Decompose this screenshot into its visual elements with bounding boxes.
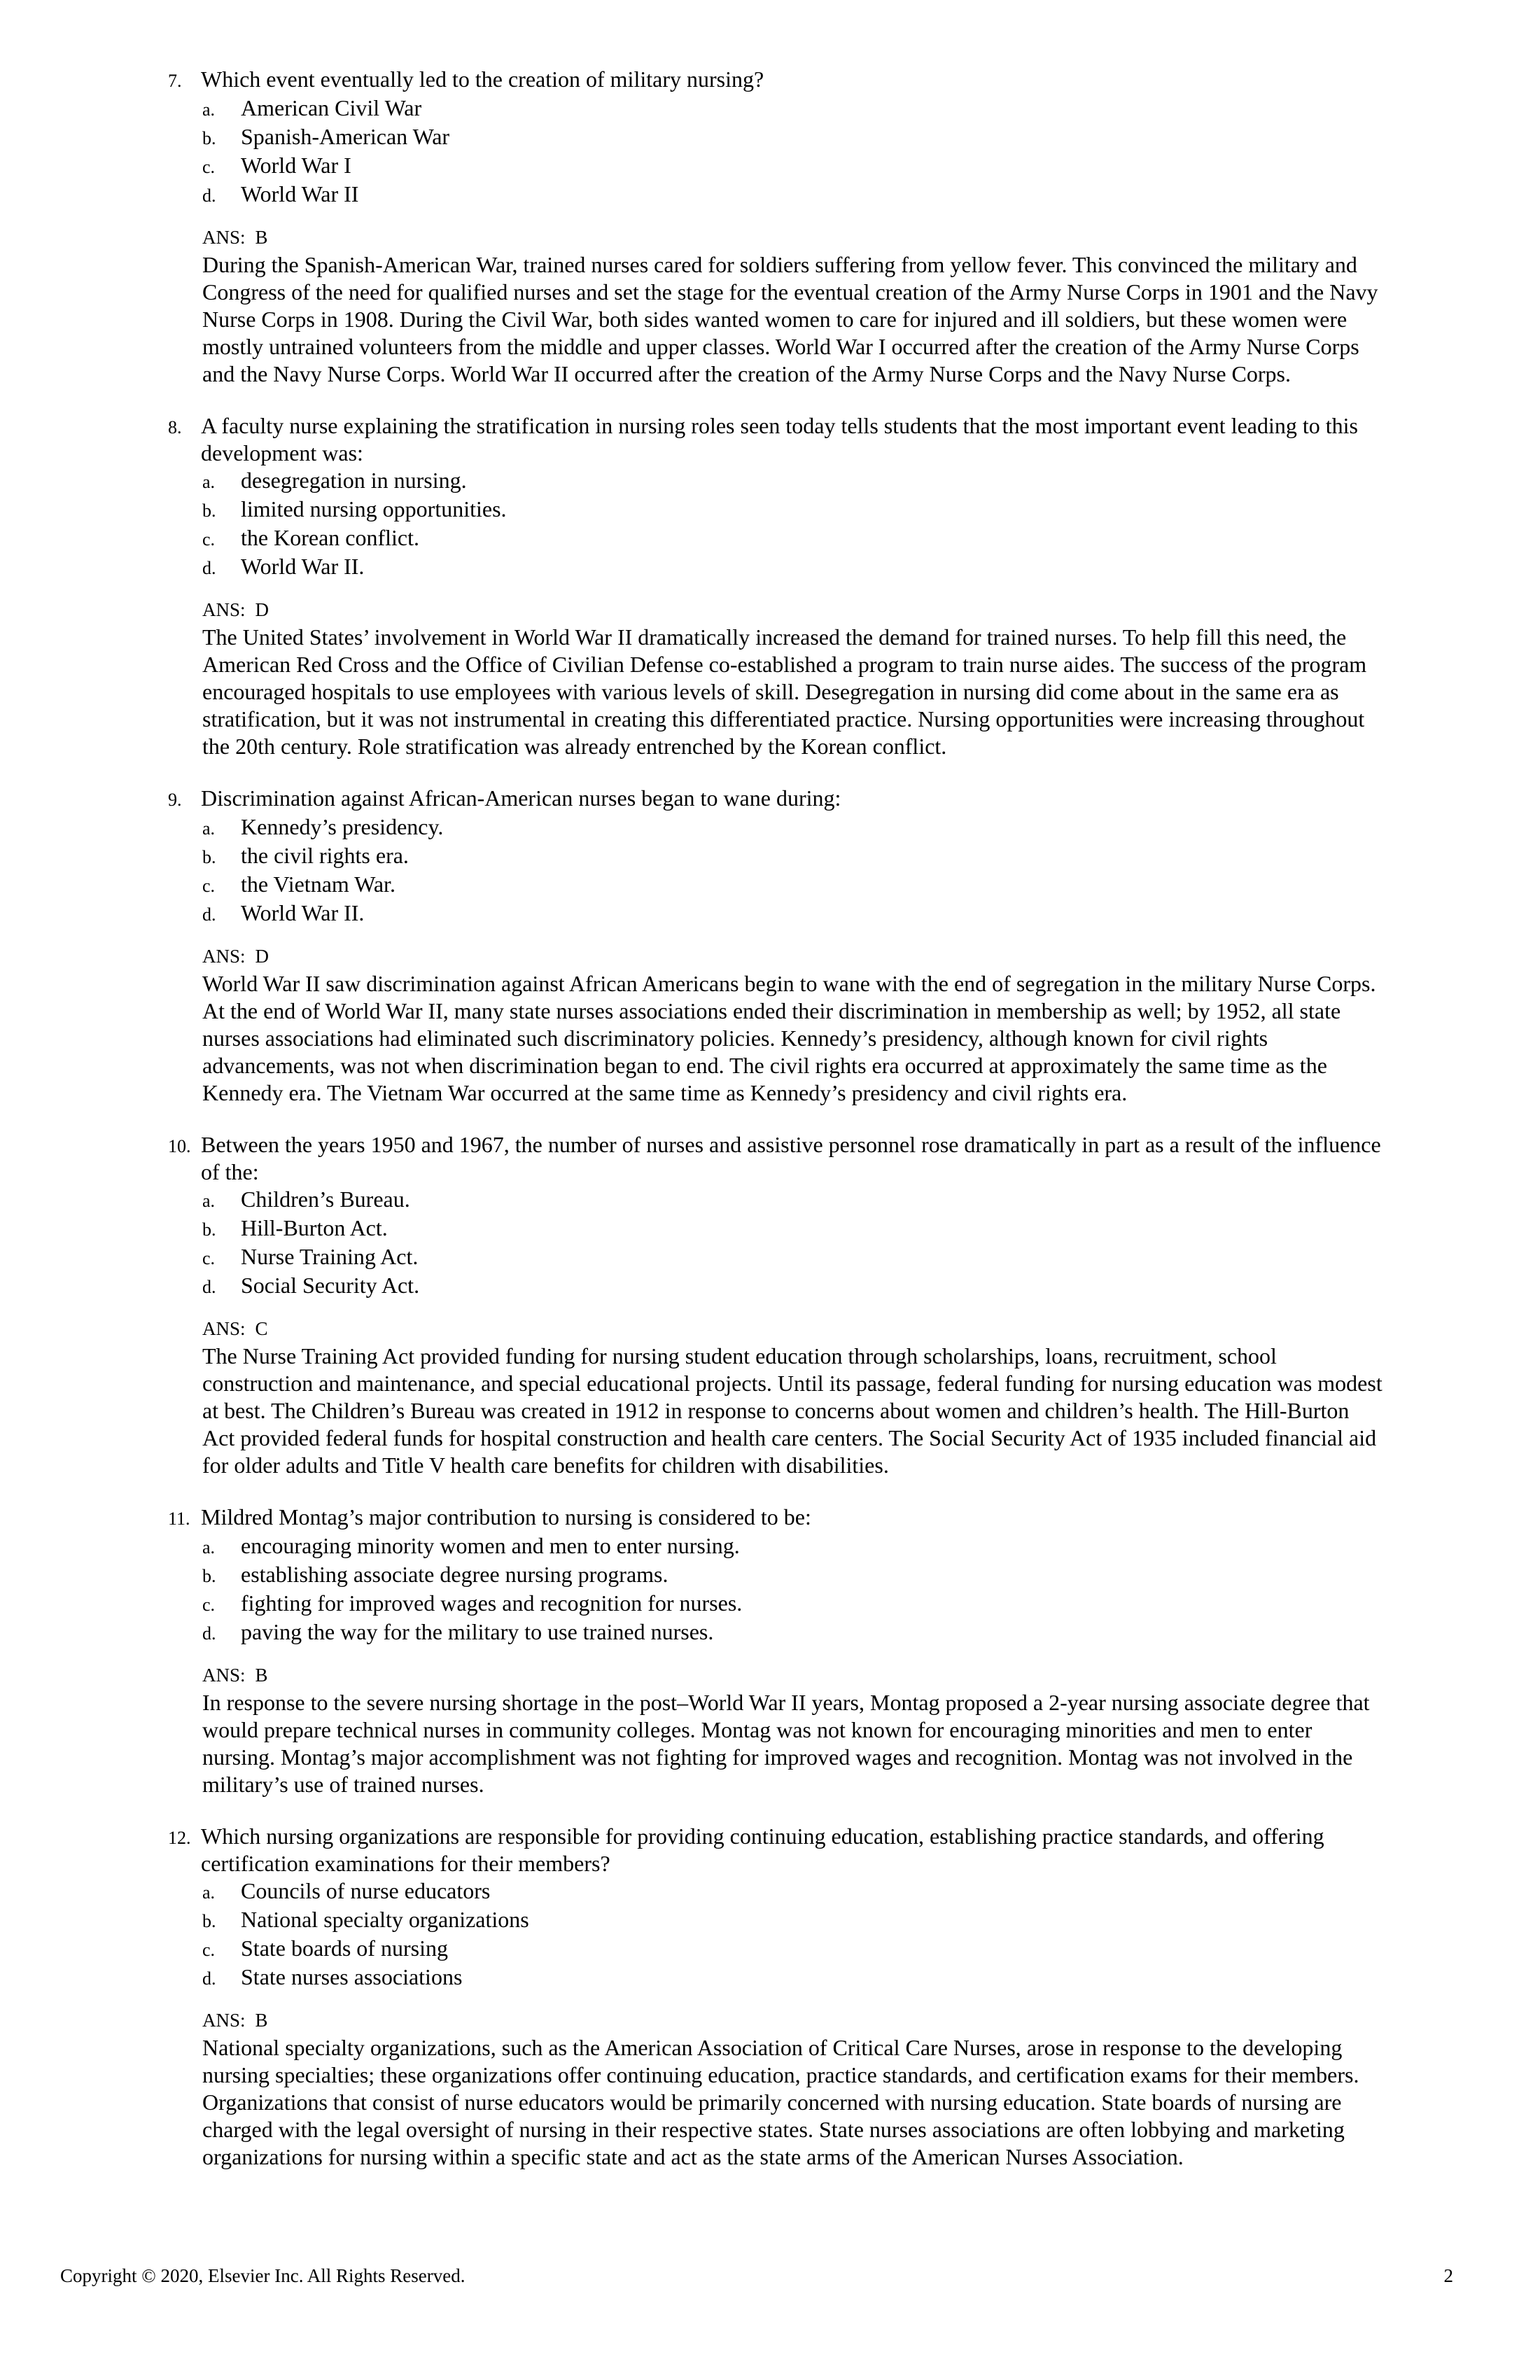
rationale-line: construction and maintenance, and special educational projects. Until its passage, federal funding for nursing education was modest: [202, 1371, 1382, 1396]
option-letter: d.: [202, 1277, 216, 1297]
question-number: 10.: [168, 1136, 191, 1156]
rationale-line: Kennedy era. The Vietnam War occurred at the same time as Kennedy’s presidency and civil rights era.: [202, 1080, 1128, 1105]
option-letter: a.: [202, 99, 216, 120]
rationale-line: Act provided federal funds for hospital construction and health care centers. The Social Security Act of 1935 included financial aid: [202, 1425, 1377, 1450]
question-stem: [201, 412, 1358, 467]
question-stem: [201, 1131, 1381, 1186]
rationale-line: World War II saw discrimination against African Americans begin to wane with the end of segregation in the military Nurse Corps.: [202, 971, 1376, 996]
option-letter: a.: [202, 472, 216, 492]
rationale-line: and the Navy Nurse Corps. World War II occurred after the creation of the Army Nurse Corps and the Navy Nurse Corps.: [202, 361, 1291, 386]
rationale-line: American Red Cross and the Office of Civilian Defense co-established a program to train nurse aides. The success of the program: [202, 652, 1367, 677]
question-number: 8.: [168, 417, 182, 438]
answer-option: [202, 152, 1442, 181]
option-text: World War II.: [241, 900, 365, 925]
rationale-line: nurses associations had eliminated such discriminatory policies. Kennedy’s presidency, although known for civil rights: [202, 1026, 1268, 1051]
question-stem-row: [168, 785, 1442, 813]
option-letter: d.: [202, 1968, 216, 1989]
option-text: desegregation in nursing.: [241, 468, 467, 493]
option-letter: c.: [202, 1940, 216, 1960]
rationale-line: military’s use of trained nurses.: [202, 1772, 484, 1797]
question-item: [168, 412, 1442, 760]
option-letter: d.: [202, 1623, 216, 1644]
answer-label: ANS:: [202, 2010, 246, 2031]
answer-block: [202, 2007, 1442, 2171]
option-text: Spanish-American War: [241, 124, 450, 149]
question-stem-row: [168, 1504, 1442, 1532]
rationale-line: At the end of World War II, many state nurses associations ended their discrimination in membership as well; by 1952, all state: [202, 998, 1341, 1023]
answer-key-line: [202, 2007, 1442, 2034]
rationale-line: for older adults and Title V health care benefits for children with disabilities.: [202, 1452, 889, 1478]
rationale-line: Organizations that consist of nurse educators would be primarily concerned with nursing education. State boards of nursing are: [202, 2090, 1342, 2115]
answer-key: D: [255, 599, 270, 620]
question-stem-row: [168, 1823, 1442, 1877]
option-text: Children’s Bureau.: [241, 1186, 410, 1212]
option-letter: b.: [202, 500, 216, 521]
answer-block: [202, 596, 1442, 760]
answer-options: [202, 1877, 1442, 1992]
option-text: the Vietnam War.: [241, 872, 396, 897]
question-number: 9.: [168, 790, 182, 810]
option-letter: d.: [202, 186, 216, 206]
answer-option: [202, 496, 1442, 524]
answer-key: B: [255, 1665, 268, 1686]
answer-rationale: [202, 2034, 1442, 2171]
rationale-line: Congress of the need for qualified nurses and set the stage for the eventual creation of the Army Nurse Corps in 1901 and the Navy: [202, 279, 1378, 304]
answer-key: B: [255, 2010, 268, 2031]
answer-key-line: [202, 1662, 1442, 1689]
question-stem-row: [168, 1131, 1442, 1186]
question-stem-row: [168, 66, 1442, 94]
answer-option: [202, 1532, 1442, 1561]
option-letter: c.: [202, 529, 216, 550]
option-letter: d.: [202, 558, 216, 578]
option-text: State boards of nursing: [241, 1935, 448, 1961]
option-letter: b.: [202, 128, 216, 148]
option-text: paving the way for the military to use trained nurses.: [241, 1619, 714, 1644]
answer-options: [202, 1186, 1442, 1301]
answer-label: ANS:: [202, 946, 246, 967]
answer-key-line: [202, 943, 1442, 970]
answer-option: [202, 1590, 1442, 1618]
answer-key-line: [202, 596, 1442, 624]
option-letter: d.: [202, 904, 216, 925]
option-letter: a.: [202, 1882, 216, 1903]
option-letter: c.: [202, 1595, 216, 1615]
question-item: [168, 1131, 1442, 1479]
rationale-line: mostly untrained volunteers from the middle and upper classes. World War I occurred after the creation of the Army Nurse Corps: [202, 334, 1359, 359]
answer-option: [202, 1935, 1442, 1963]
answer-option: [202, 181, 1442, 209]
option-text: State nurses associations: [241, 1964, 463, 1989]
page-footer: [60, 2262, 1453, 2290]
page-number: 2: [1443, 2265, 1453, 2286]
answer-options: [202, 467, 1442, 582]
option-text: fighting for improved wages and recognition for nurses.: [241, 1590, 743, 1616]
question-list: [168, 66, 1442, 2195]
option-letter: b.: [202, 847, 216, 867]
answer-label: ANS:: [202, 1665, 246, 1686]
answer-option: [202, 524, 1442, 553]
question-stem-line: development was:: [201, 440, 363, 465]
question-stem-line: Discrimination against African-American nurses began to wane during:: [201, 785, 841, 811]
rationale-line: advancements, was not when discrimination began to end. The civil rights era occurred at approximately the same time as the: [202, 1053, 1327, 1078]
option-letter: c.: [202, 1248, 216, 1268]
option-letter: a.: [202, 1537, 216, 1558]
answer-key: C: [255, 1318, 268, 1339]
option-text: the civil rights era.: [241, 843, 409, 868]
rationale-line: would prepare technical nurses in community colleges. Montag was not known for encouraging minorities and men to enter: [202, 1717, 1312, 1742]
rationale-line: In response to the severe nursing shortage in the post–World War II years, Montag proposed a 2-year nursing associate degree that: [202, 1690, 1370, 1715]
rationale-line: encouraged hospitals to use employees with various levels of skill. Desegregation in nursing did come about in the same era as: [202, 679, 1339, 704]
option-text: American Civil War: [241, 95, 422, 120]
option-letter: b.: [202, 1566, 216, 1586]
answer-option: [202, 94, 1442, 123]
option-text: Hill-Burton Act.: [241, 1215, 388, 1240]
rationale-line: The United States’ involvement in World War II dramatically increased the demand for trained nurses. To help fill this need, the: [202, 624, 1347, 650]
question-number: 12.: [168, 1828, 191, 1848]
rationale-line: During the Spanish-American War, trained nurses cared for soldiers suffering from yellow fever. This convinced the military and: [202, 252, 1357, 277]
question-stem: [201, 1823, 1324, 1877]
option-letter: a.: [202, 818, 216, 839]
option-text: Kennedy’s presidency.: [241, 814, 444, 839]
question-stem: [201, 785, 841, 812]
rationale-line: nursing. Montag’s major accomplishment was not fighting for improved wages and recognition. Montag was not involved in the: [202, 1744, 1353, 1770]
question-item: [168, 66, 1442, 388]
answer-label: ANS:: [202, 599, 246, 620]
answer-option: [202, 842, 1442, 871]
answer-rationale: [202, 251, 1442, 388]
answer-option: [202, 1877, 1442, 1906]
question-stem: [201, 66, 764, 93]
question-stem-line: of the:: [201, 1159, 259, 1184]
answer-option: [202, 467, 1442, 496]
option-text: Social Security Act.: [241, 1273, 420, 1298]
option-text: limited nursing opportunities.: [241, 496, 507, 522]
question-stem-line: Which event eventually led to the creation of military nursing?: [201, 66, 764, 92]
question-stem-row: [168, 412, 1442, 467]
answer-option: [202, 899, 1442, 928]
answer-rationale: [202, 1343, 1442, 1479]
option-letter: a.: [202, 1191, 216, 1211]
answer-option: [202, 1618, 1442, 1647]
rationale-line: the 20th century. Role stratification was already entrenched by the Korean conflict.: [202, 734, 947, 759]
answer-option: [202, 123, 1442, 152]
rationale-line: Nurse Corps in 1908. During the Civil War, both sides wanted women to care for injured and ill soldiers, but these women were: [202, 307, 1348, 332]
question-stem-line: Between the years 1950 and 1967, the number of nurses and assistive personnel rose dramatically in part as a result of the influence: [201, 1132, 1381, 1157]
answer-block: [202, 943, 1442, 1107]
question-item: [168, 785, 1442, 1107]
question-number: 11.: [168, 1508, 190, 1529]
answer-key-line: [202, 1315, 1442, 1343]
question-stem-line: Mildred Montag’s major contribution to nursing is considered to be:: [201, 1504, 811, 1530]
answer-block: [202, 1315, 1442, 1479]
option-text: World War II.: [241, 554, 365, 579]
option-letter: b.: [202, 1219, 216, 1240]
answer-option: [202, 1214, 1442, 1243]
question-item: [168, 1504, 1442, 1798]
option-text: Councils of nurse educators: [241, 1878, 491, 1903]
answer-options: [202, 94, 1442, 209]
answer-option: [202, 813, 1442, 842]
answer-rationale: [202, 1689, 1442, 1798]
question-stem-line: Which nursing organizations are responsible for providing continuing education, establishing practice standards, and offering: [201, 1823, 1324, 1849]
question-item: [168, 1823, 1442, 2171]
answer-label: ANS:: [202, 227, 246, 248]
answer-label: ANS:: [202, 1318, 246, 1339]
answer-option: [202, 1186, 1442, 1214]
rationale-line: stratification, but it was not instrumental in creating this differentiated practice. Nursing opportunities were increasing throughout: [202, 706, 1365, 732]
rationale-line: nursing specialties; these organizations offer continuing education, practice standards, and certification exams for their members.: [202, 2062, 1359, 2087]
question-number: 7.: [168, 71, 182, 91]
answer-option: [202, 1243, 1442, 1272]
answer-rationale: [202, 624, 1442, 760]
answer-key: D: [255, 946, 270, 967]
question-stem: [201, 1504, 811, 1531]
option-letter: b.: [202, 1911, 216, 1931]
rationale-line: charged with the legal oversight of nursing in their respective states. State nurses associations are often lobbying and marketing: [202, 2117, 1345, 2142]
answer-block: [202, 224, 1442, 388]
rationale-line: The Nurse Training Act provided funding for nursing student education through scholarships, loans, recruitment, school: [202, 1343, 1277, 1368]
answer-rationale: [202, 970, 1442, 1107]
option-text: National specialty organizations: [241, 1907, 529, 1932]
option-text: Nurse Training Act.: [241, 1244, 419, 1269]
answer-option: [202, 1906, 1442, 1935]
answer-options: [202, 813, 1442, 928]
option-text: World War II: [241, 181, 359, 206]
option-letter: c.: [202, 157, 216, 177]
question-stem-line: A faculty nurse explaining the stratification in nursing roles seen today tells students that the most important event leading to this: [201, 413, 1358, 438]
answer-option: [202, 553, 1442, 582]
answer-option: [202, 1963, 1442, 1992]
option-text: World War I: [241, 153, 351, 178]
answer-option: [202, 1561, 1442, 1590]
option-text: establishing associate degree nursing programs.: [241, 1562, 668, 1587]
rationale-line: at best. The Children’s Bureau was created in 1912 in response to concerns about women and children’s health. The Hill-Burton: [202, 1398, 1350, 1423]
answer-option: [202, 1272, 1442, 1301]
answer-option: [202, 871, 1442, 899]
answer-options: [202, 1532, 1442, 1647]
copyright-notice: Copyright © 2020, Elsevier Inc. All Rights Reserved.: [60, 2265, 465, 2286]
answer-key-line: [202, 224, 1442, 251]
answer-block: [202, 1662, 1442, 1798]
question-stem-line: certification examinations for their members?: [201, 1851, 610, 1876]
rationale-line: organizations for nursing within a specific state and act as the state arms of the American Nurses Association.: [202, 2144, 1184, 2169]
answer-key: B: [255, 227, 268, 248]
rationale-line: National specialty organizations, such as the American Association of Critical Care Nurses, arose in response to the developing: [202, 2035, 1343, 2060]
option-text: encouraging minority women and men to enter nursing.: [241, 1533, 740, 1558]
option-text: the Korean conflict.: [241, 525, 419, 550]
option-letter: c.: [202, 876, 216, 896]
